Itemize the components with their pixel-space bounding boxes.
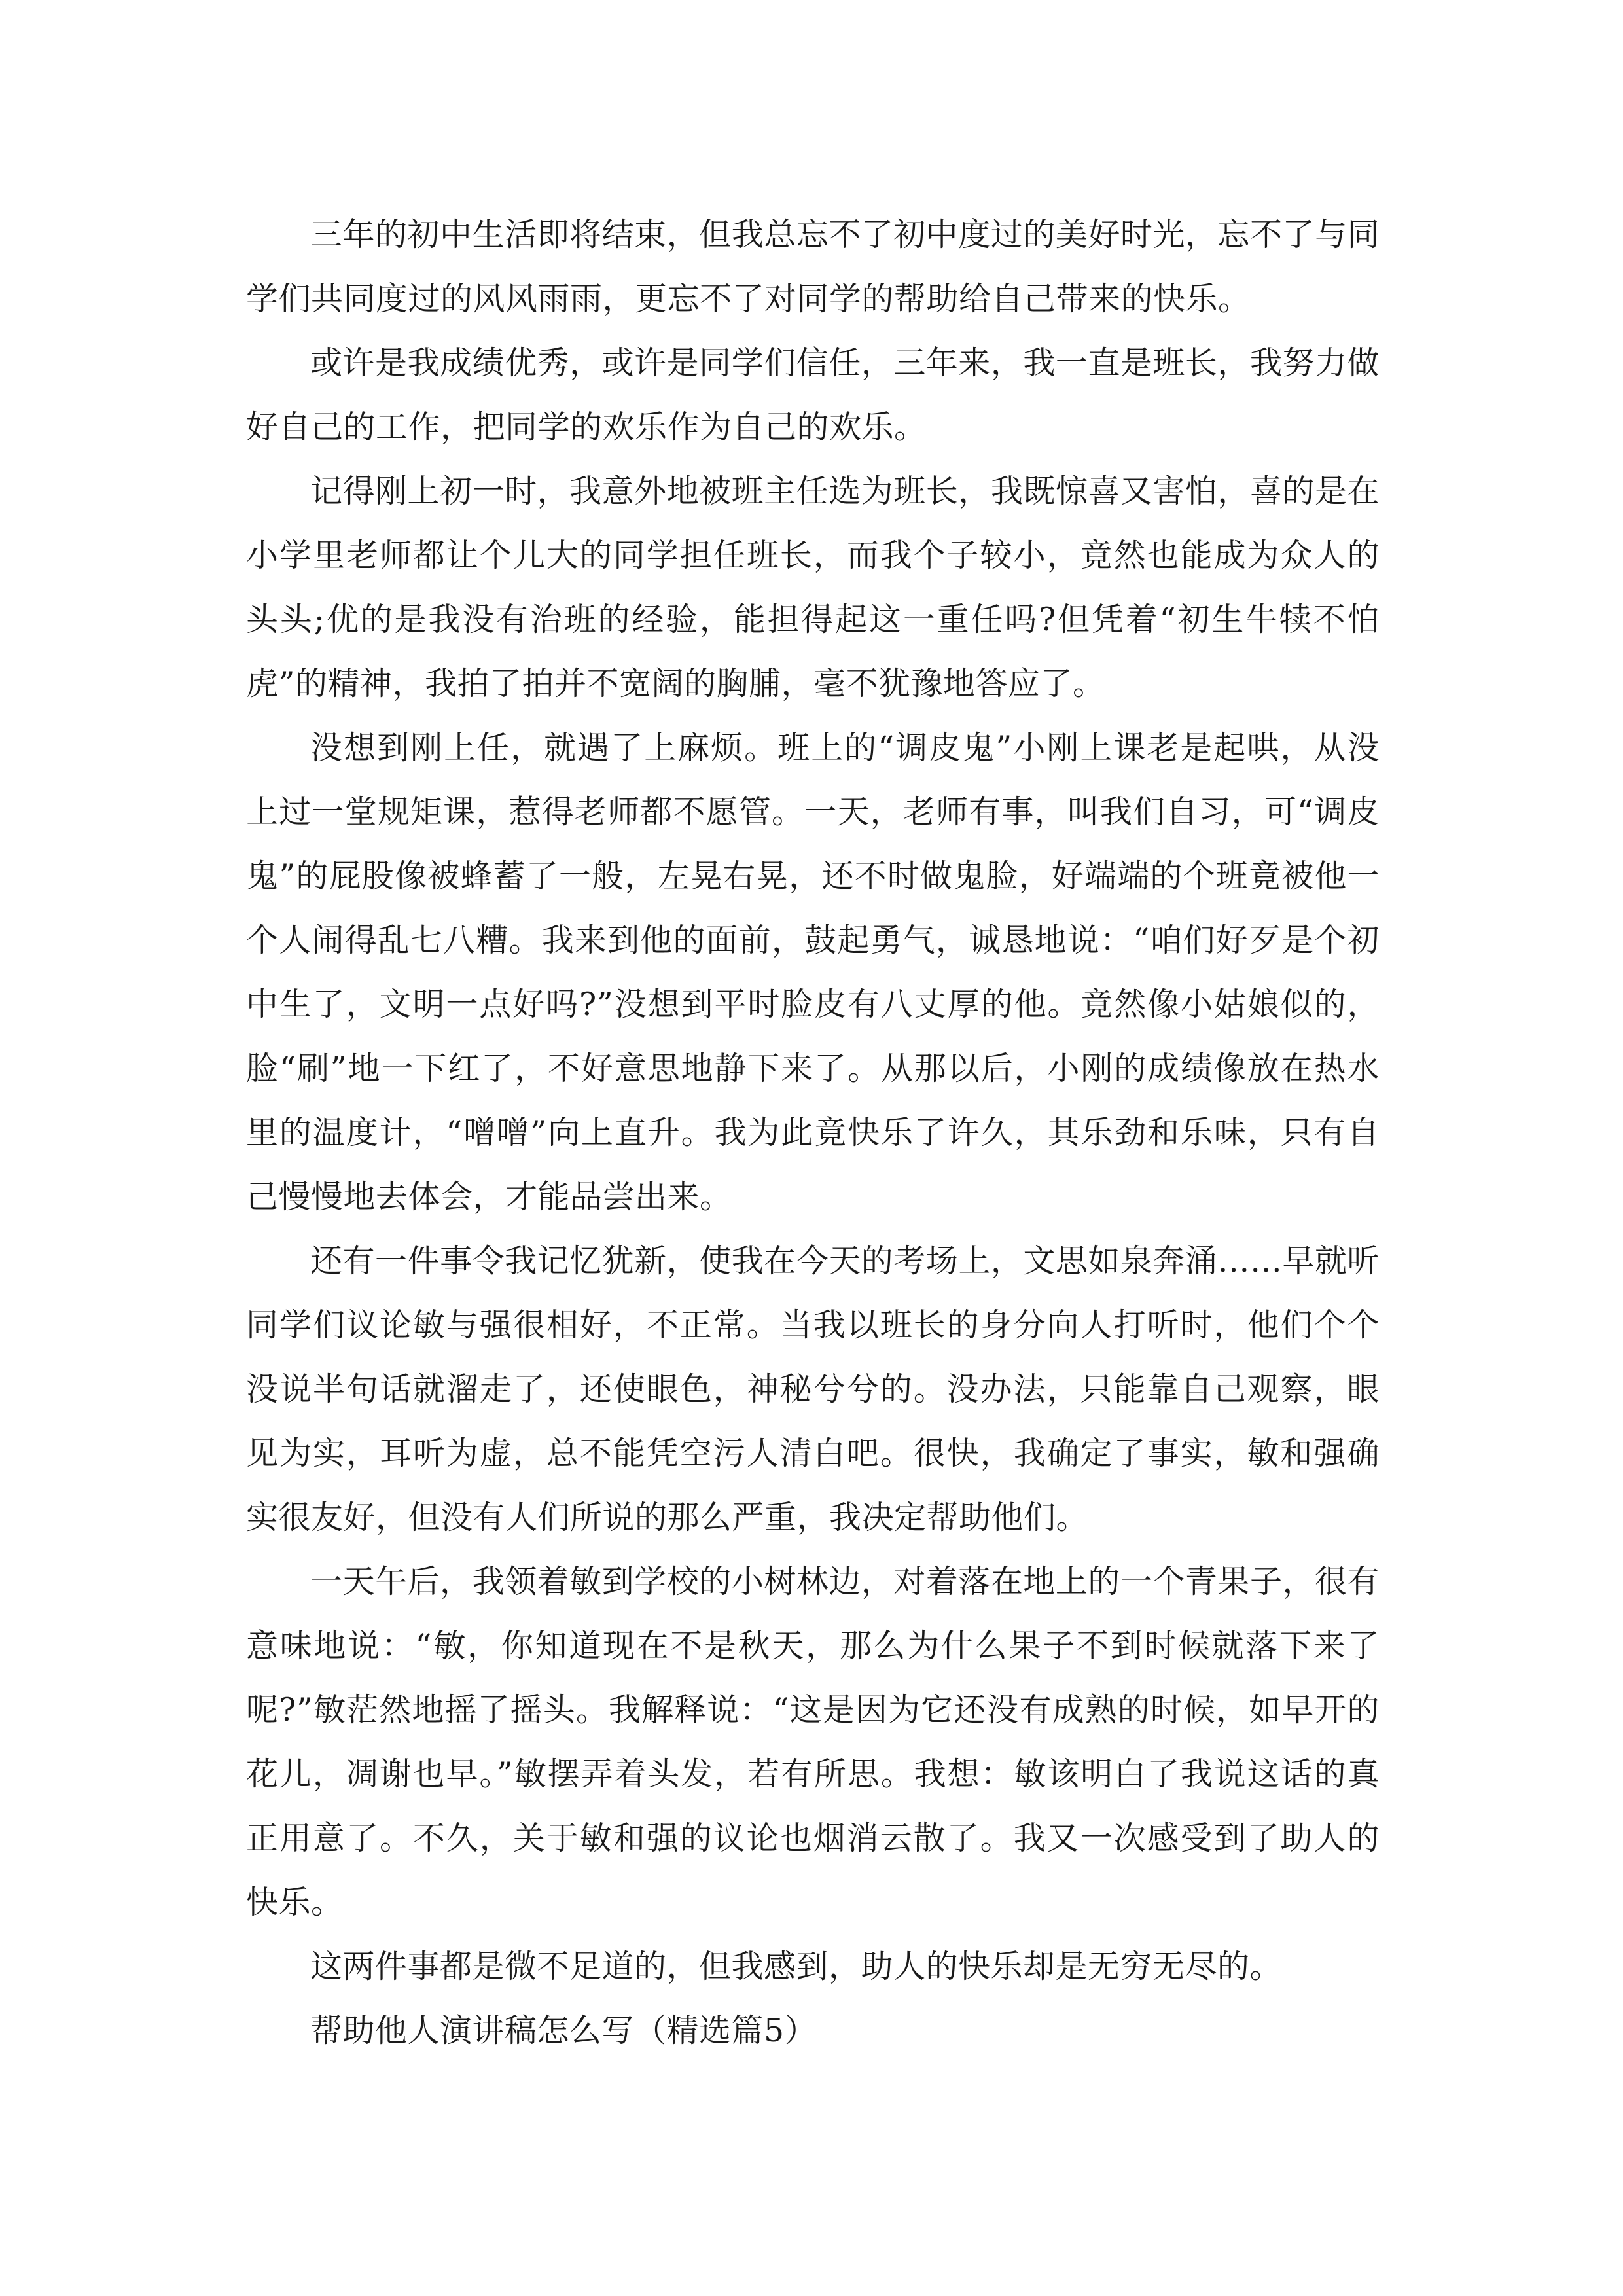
paragraph: 还有一件事令我记忆犹新，使我在今天的考场上，文思如泉奔涌……早就听同学们议论敏与强很相好，不正常。当我以班长的身分向人打听时，他们个个没说半句话就溜走了，还使眼色，神秘兮兮的。没办法，只能靠自己观察，眼见为实，耳听为虚，总不能凭空污人清白吧。很快，我确定了事实，敏和强确实很友好，但没有人们所说的那么严重，我决定帮助他们。 <box>246 1242 1380 1536</box>
section-heading: 帮助他人演讲稿怎么写（精选篇5） <box>310 2012 817 2049</box>
paragraph: 一天午后，我领着敏到学校的小树林边，对着落在地上的一个青果子，很有意味地说：“敏，你知道现在不是秋天，那么为什么果子不到时候就落下来了呢?”敏茫然地摇了摇头。我解释说：“这是因为它还没有成熟的时候，如早开的花儿，凋谢也早。”敏摆弄着头发，若有所思。我想：敏该明白了我说这话的真正用意了。不久，关于敏和强的议论也烟消云散了。我又一次感受到了助人的快乐。 <box>246 1563 1380 1921</box>
paragraph: 没想到刚上任，就遇了上麻烦。班上的“调皮鬼”小刚上课老是起哄，从没上过一堂规矩课，惹得老师都不愿管。一天，老师有事，叫我们自习，可“调皮鬼”的屁股像被蜂蓄了一般，左晃右晃，还不时做鬼脸，好端端的个班竟被他一个人闹得乱七八糟。我来到他的面前，鼓起勇气，诚恳地说：“咱们好歹是个初中生了，文明一点好吗?”没想到平时脸皮有八丈厚的他。竟然像小姑娘似的，脸“刷”地一下红了，不好意思地静下来了。从那以后，小刚的成绩像放在热水里的温度计，“噌噌”向上直升。我为此竟快乐了许久，其乐劲和乐味，只有自己慢慢地去体会，才能品尝出来。 <box>246 729 1380 1215</box>
document-body <box>246 203 1380 2063</box>
paragraph: 记得刚上初一时，我意外地被班主任选为班长，我既惊喜又害怕，喜的是在小学里老师都让个儿大的同学担任班长，而我个子较小，竟然也能成为众人的头头;优的是我没有治班的经验，能担得起这一重任吗?但凭着“初生牛犊不怕虎”的精神，我拍了拍并不宽阔的胸脯，毫不犹豫地答应了。 <box>246 473 1380 702</box>
paragraph: 这两件事都是微不足道的，但我感到，助人的快乐却是无穷无尽的。 <box>310 1948 1283 1985</box>
paragraph: 或许是我成绩优秀，或许是同学们信任，三年来，我一直是班长，我努力做好自己的工作，把同学的欢乐作为自己的欢乐。 <box>246 344 1380 446</box>
paragraph: 三年的初中生活即将结束，但我总忘不了初中度过的美好时光，忘不了与同学们共同度过的风风雨雨，更忘不了对同学的帮助给自己带来的快乐。 <box>246 216 1380 317</box>
